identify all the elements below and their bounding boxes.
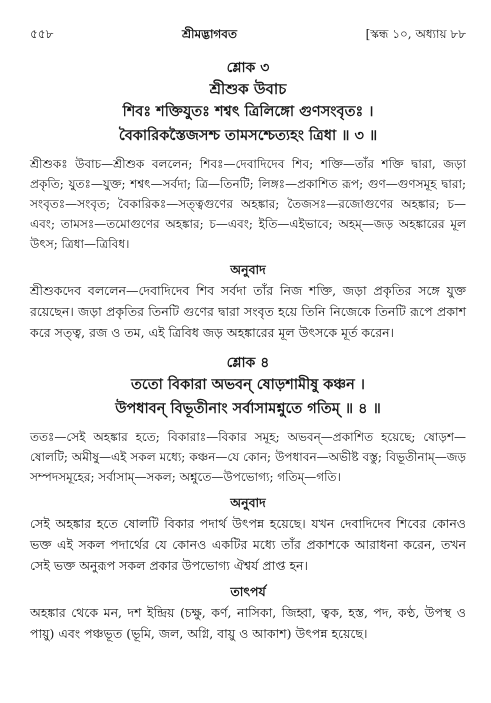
verse-3-line-2: বৈকারিকস্তৈজসশ্চ তামসশ্চেত্যহং ত্রিধা ॥ ৩ ॥ (118, 127, 378, 144)
verse-4-line-1: ততো বিকারা অভবন্ ষোড়শামীষু কঞ্চন । (131, 376, 365, 393)
page-number: ৫৫৮ (30, 27, 54, 41)
verse-4-translation-heading: অনুবাদ (230, 495, 266, 510)
chapter-reference: [স্কন্ধ ১০, অধ্যায় ৮৮ (365, 27, 466, 41)
verse-3-line-1: শিবঃ শক্তিযুতঃ শশ্বৎ ত্রিলিঙ্গো গুণসংবৃতঃ । (122, 103, 374, 120)
verse-3-translation: শ্রীশুকদেব বললেন—দেবাদিদেব শিব সর্বদা তাঁর নিজ শক্তি, জড়া প্রকৃতির সঙ্গে যুক্ত রয়েছেন। জড়া প্রকৃতির তিনটি গুণের দ্বারা সংবৃত হয়ে তিনি নিজেকে তিনটি রূপে প্রকাশ করে সত্ত্ব, রজ ও তম, এই ত্রিবিধ জড় অহঙ্কারের মূল উৎসকে মূর্ত করেন। (30, 283, 466, 340)
book-page (30, 12, 466, 644)
verse-3-word-meanings: শ্রীশুকঃ উবাচ—শ্রীশুক বললেন; শিবঃ—দেবাদিদেব শিব; শক্তি—তাঁর শক্তি দ্বারা, জড়া প্রকৃতি; যুতঃ—যুক্ত; শশ্বৎ—সর্বদা; ত্রি—তিনটি; লিঙ্গঃ—প্রকাশিত রূপ; গুণ—গুণসমূহ দ্বারা; সংবৃতঃ—সংবৃত; বৈকারিকঃ—সত্ত্বগুণের অহঙ্কার; তৈজসঃ—রজোগুণের অহঙ্কার; চ—এবং; তামসঃ—তমোগুণের অহঙ্কার; চ—এবং; ইতি—এইভাবে; অহম্—জড় অহঙ্কারের মূল উৎস; ত্রিধা—ত্রিবিধ। (30, 157, 466, 251)
verse-3-heading: শ্লোক ৩ (226, 60, 270, 76)
verse-4-purport: অহঙ্কার থেকে মন, দশ ইন্দ্রিয় (চক্ষু, কর্ণ, নাসিকা, জিহ্বা, ত্বক, হস্ত, পদ, কণ্ঠ, উপস্থ ও পায়ু) এবং পঞ্চভূত (ভূমি, জল, অগ্নি, বায়ু ও আকাশ) উৎপন্ন হয়েছে। (30, 605, 466, 641)
verse-4-translation: সেই অহঙ্কার হতে ষোলটি বিকার পদার্থ উৎপন্ন হয়েছে। যখন দেবাদিদেব শিবের কোনও ভক্ত এই সকল পদার্থের যে কোনও একটির মধ্যে তাঁর প্রকাশকে আরাধনা করেন, তখন সেই ভক্ত অনুরূপ সকল প্রকার উপভোগ্য ঐশ্বর্য প্রাপ্ত হন। (30, 516, 466, 573)
verse-4-purport-heading: তাৎপর্য (230, 584, 266, 599)
verse-3-translation-heading: অনুবাদ (230, 262, 266, 277)
verse-4-line-2: উপধাবন্ বিভূতীনাং সর্বাসামশ্নুতে গতিম্ ॥ ৪ ॥ (115, 400, 381, 417)
verse-4-heading: শ্লোক ৪ (226, 355, 270, 371)
book-title: শ্রীমদ্ভাগবত (181, 27, 237, 41)
page-header (30, 26, 466, 48)
verse-4-word-meanings: ততঃ—সেই অহঙ্কার হতে; বিকারাঃ—বিকার সমূহ; অভবন্—প্রকাশিত হয়েছে; ষোড়শ—ষোলটি; অমীষু—এই সকল মধ্যে; কঞ্চন—যে কোন; উপধাবন—অভীষ্ট বস্তু; বিভূতীনাম্—জড় সম্পদসমূহের; সর্বাসাম্—সকল; অশ্নুতে—উপভোগ্য; গতিম্—গতি। (30, 430, 466, 484)
verse-3-speaker: শ্রীশুক উবাচ (209, 80, 287, 98)
